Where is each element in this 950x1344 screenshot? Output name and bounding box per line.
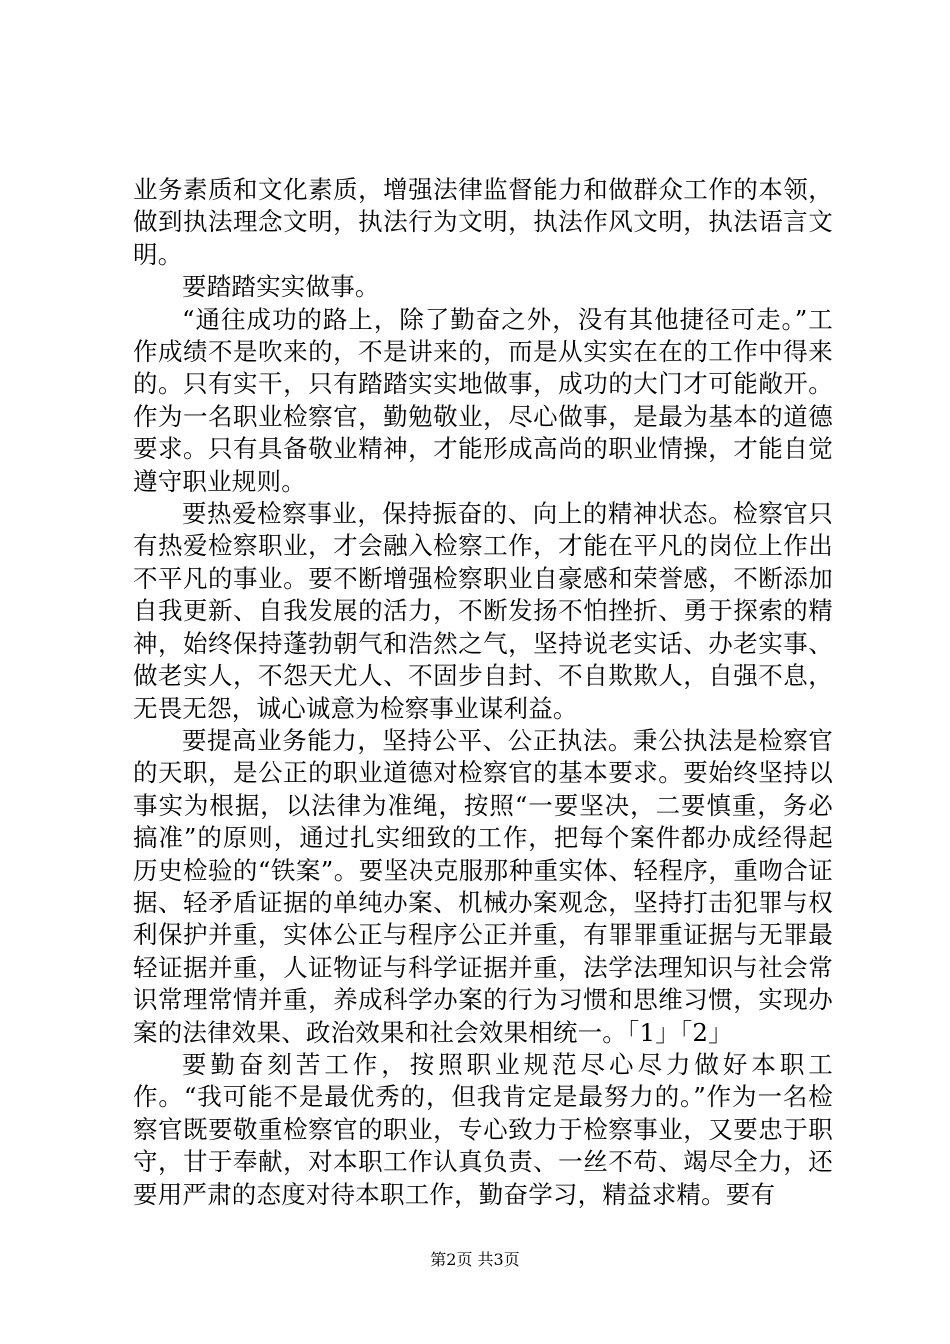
paragraph: 要提高业务能力，坚持公平、公正执法。秉公执法是检察官的天职，是公正的职业道德对检察官的基本要求。要始终坚持以事实为根据，以法律为准绳，按照“一要坚决，二要慎重，务必搞准”的原则，通过扎实细致的工作，把每个案件都办成经得起历史检验的“铁案”。要坚决克服那种重实体、轻程序，重吻合证据、轻矛盾证据的单纯办案、机械办案观念，坚持打击犯罪与权利保护并重，实体公正与程序公正并重，有罪罪重证据与无罪最轻证据并重，人证物证与科学证据并重，法学法理知识与社会常识常理常情并重，养成科学办案的行为习惯和思维习惯，实现办案的法律效果、政治效果和社会效果相统一。「1」「2」: [133, 725, 833, 1047]
page-footer: 第2页 共3页: [430, 1250, 520, 1269]
paragraph: 要热爱检察事业，保持振奋的、向上的精神状态。检察官只有热爱检察职业，才会融入检察工作，才能在平凡的岗位上作出不平凡的事业。要不断增强检察职业自豪感和荣誉感，不断添加自我更新、自我发展的活力，不断发扬不怕挫折、勇于探索的精神，始终保持蓬勃朝气和浩然之气，坚持说老实话、办老实事、做老实人，不怨天尤人、不固步自封、不自欺欺人，自强不息，无畏无怨，诚心诚意为检察事业谋利益。: [133, 499, 833, 723]
paragraph: “通往成功的路上，除了勤奋之外，没有其他捷径可走。”工作成绩不是吹来的，不是讲来的，而是从实实在在的工作中得来的。只有实干，只有踏踏实实地做事，成功的大门才可能敞开。作为一名职业检察官，勤勉敬业，尽心做事，是最为基本的道德要求。只有具备敬业精神，才能形成高尚的职业情操，才能自觉遵守职业规则。: [133, 304, 833, 496]
paragraph: 要勤奋刻苦工作，按照职业规范尽心尽力做好本职工作。“我可能不是最优秀的，但我肯定是最努力的。”作为一名检察官既要敬重检察官的职业，专心致力于检察事业，又要忠于职守，甘于奉献，对本职工作认真负责、一丝不苟、竭尽全力，还要用严肃的态度对待本职工作，勤奋学习，精益求精。要有: [133, 1049, 833, 1209]
document-body: [133, 174, 833, 1211]
paragraph: 业务素质和文化素质，增强法律监督能力和做群众工作的本领，做到执法理念文明，执法行为文明，执法作风文明，执法语言文明。: [133, 175, 833, 269]
paragraph: 要踏踏实实做事。: [182, 272, 380, 302]
